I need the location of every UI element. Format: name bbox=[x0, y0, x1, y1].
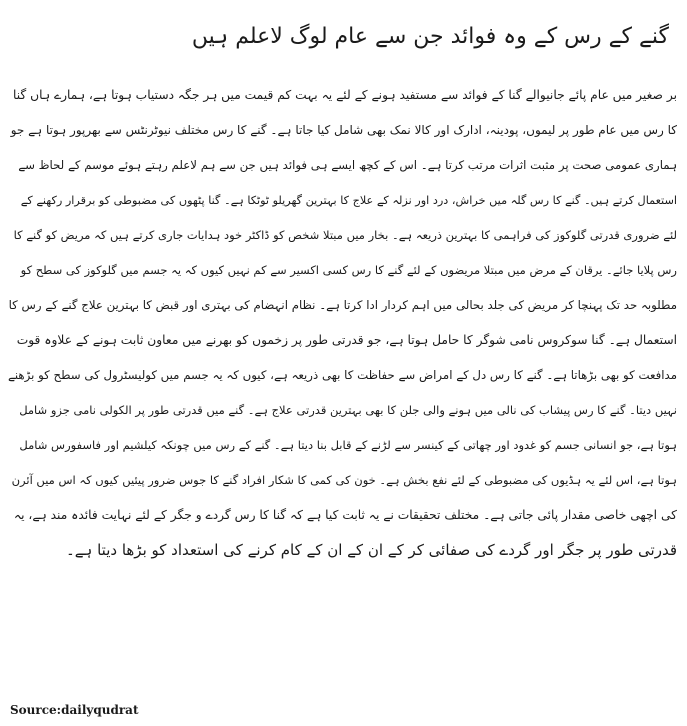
article-body bbox=[8, 78, 677, 568]
article-title: گنے کے رس کے وہ فوائد جن سے عام لوگ لاعلم ہیں bbox=[191, 24, 669, 49]
paragraph-line-8: استعمال ہے۔ گنا سوکروس نامی شوگر کا حامل ہوتا ہے، جو قدرتی طور پر زخموں کو بھرنے میں معاون ثابت ہونے کے علاوہ قوت bbox=[16, 333, 677, 347]
paragraph-line-6: رس پلایا جائے۔ یرقان کے مرض میں مبتلا مریضوں کے لئے گنے کا رس کسی اکسیر سے کم نہیں کیوں کہ یہ جسم میں گلوکوز کی سطح کو bbox=[20, 263, 677, 277]
paragraph-line-1: بر صغیر میں عام پائے جانیوالے گنا کے فوائد سے مستفید ہونے کے لئے یہ بہت کم قیمت میں ہر جگہ دستیاب ہوتا ہے، ہمارے ہاں گنا bbox=[12, 88, 677, 102]
paragraph-line-5: لئے ضروری قدرتی گلوکوز کی فراہمی کا بہترین ذریعہ ہے۔ بخار میں مبتلا شخص کو ڈاکٹر خود ہدایات جاری کرتے ہیں کہ مریض کو گنے کا bbox=[13, 228, 677, 242]
paragraph-line-9: مدافعت کو بھی بڑھاتا ہے۔ گنے کا رس دل کے امراض سے حفاظت کا بھی ذریعہ ہے، کیوں کہ یہ جسم میں کولیسٹرول کی سطح کو بڑھنے bbox=[8, 368, 677, 382]
paragraph-line-14: قدرتی طور پر جگر اور گردے کی صفائی کر کے ان کے ان کے کام کرنے کی استعداد کو بڑھا دیتا ہے۔ bbox=[65, 541, 677, 559]
paragraph-line-3: ہماری عمومی صحت پر مثبت اثرات مرتب کرتا ہے۔ اس کے کچھ ایسے ہی فوائد ہیں جن سے ہم لاعلم رہتے ہوئے موسم کے لحاظ سے bbox=[18, 158, 677, 172]
paragraph-line-4: استعمال کرتے ہیں۔ گنے کا رس گلہ میں خراش، درد اور نزلہ کے علاج کا بہترین گھریلو ٹوٹکا ہے۔ گنا پٹھوں کی مضبوطی کو برقرار رکھنے کے bbox=[20, 194, 677, 207]
paragraph-line-10: نہیں دیتا۔ گنے کا رس پیشاب کی نالی میں ہونے والی جلن کا بھی بہترین قدرتی علاج ہے۔ گنے میں قدرتی طور پر الکولی نامی جزو شامل bbox=[19, 403, 677, 417]
paragraph-line-2: کا رس میں عام طور پر لیموں، پودینہ، ادارک اور کالا نمک بھی شامل کیا جاتا ہے۔ گنے کا رس مختلف نیوٹرنٹس سے بھرپور ہوتا ہے جو bbox=[10, 123, 677, 137]
paragraph-line-11: ہوتا ہے، جو انسانی جسم کو غدود اور چھاتی کے کینسر سے لڑنے کے قابل بنا دیتا ہے۔ گنے کے رس میں چونکہ کیلشیم اور فاسفورس شامل bbox=[19, 438, 677, 452]
source-credit: Source:dailyqudrat bbox=[10, 703, 139, 717]
paragraph-line-7: مطلوبہ حد تک پہنچا کر مریض کی جلد بحالی میں اہم کردار ادا کرتا ہے۔ نظام انہضام کی بہتری اور قبض کا بہترین علاج گنے کے رس کا bbox=[8, 298, 677, 312]
paragraph-line-13: کی اچھی خاصی مقدار پائی جاتی ہے۔ مختلف تحقیقات نے یہ ثابت کیا ہے کہ گنا کا رس گردے و جگر کے لئے نہایت فائدہ مند ہے، یہ bbox=[13, 508, 677, 522]
paragraph-line-12: ہوتا ہے، اس لئے یہ ہڈیوں کی مضبوطی کے لئے نفع بخش ہے۔ خون کی کمی کا شکار افراد گنے کا جوس ضرور پیئیں کیوں کہ اس میں آئرن bbox=[11, 473, 677, 487]
